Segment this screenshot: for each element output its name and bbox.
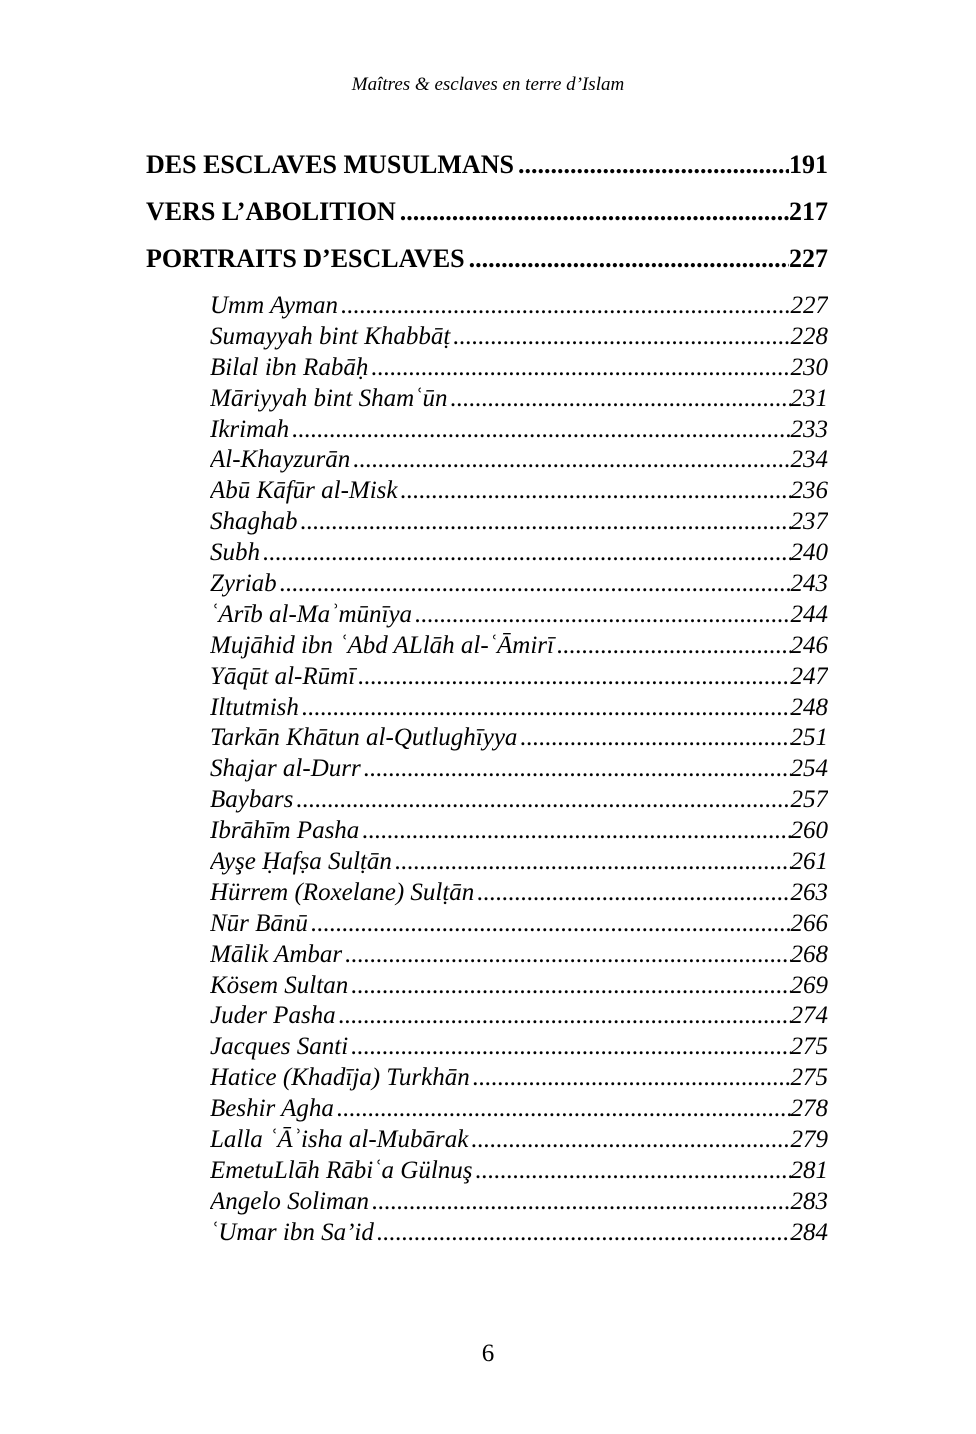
section-entry-page: 240 <box>790 539 828 567</box>
section-entry-page: 230 <box>790 353 828 381</box>
dot-leader <box>469 241 789 277</box>
chapter-entry-title: DES ESCLAVES MUSULMANS <box>146 150 514 179</box>
section-entry-page: 275 <box>790 1064 828 1092</box>
section-entry-title: Angelo Soliman <box>210 1187 370 1215</box>
section-entry-page: 278 <box>790 1095 828 1123</box>
section-entry-title: Nūr Bānū <box>210 909 308 937</box>
section-entry <box>210 1218 828 1249</box>
dot-leader <box>377 1218 791 1249</box>
section-entry-title: Lalla ʿĀʾisha al-Mubārak <box>210 1126 469 1154</box>
section-entry-page: 234 <box>790 446 828 474</box>
section-entry-title: Al-Khayzurān <box>210 446 351 474</box>
section-entry <box>210 569 828 600</box>
section-entry-page: 284 <box>790 1218 828 1246</box>
section-entry <box>210 1094 828 1125</box>
dot-leader <box>372 1187 790 1218</box>
dot-leader <box>292 415 790 446</box>
section-entry-page: 251 <box>790 724 828 752</box>
dot-leader <box>518 147 789 183</box>
section-entry <box>210 538 828 569</box>
section-entry-title: Iltutmish <box>210 693 299 721</box>
section-entry-title: Abū Kāfūr al-Misk <box>210 477 398 505</box>
dot-leader <box>362 816 790 847</box>
section-entry <box>210 384 828 415</box>
section-entry-title: Jacques Santi <box>210 1033 349 1061</box>
section-entry-title: Shaghab <box>210 508 298 536</box>
section-entry-page: 260 <box>790 817 828 845</box>
section-entry-page: 231 <box>790 384 828 412</box>
section-entry <box>210 878 828 909</box>
dot-leader <box>520 723 790 754</box>
section-entry <box>210 693 828 724</box>
section-entry <box>210 940 828 971</box>
section-entry-page: 243 <box>790 570 828 598</box>
section-entry-title: ʿArīb al-Maʾmūnīya <box>210 600 413 628</box>
section-entry-title: Juder Pasha <box>210 1002 336 1030</box>
section-entry-page: 244 <box>790 600 828 628</box>
dot-leader <box>473 1063 791 1094</box>
section-entry <box>210 476 828 507</box>
section-entry <box>210 754 828 785</box>
dot-leader <box>400 194 789 230</box>
section-entry-title: Bilal ibn Rabāḥ <box>210 353 369 381</box>
section-entry-page: 227 <box>790 292 828 319</box>
section-entry <box>210 662 828 693</box>
section-entry-page: 247 <box>790 662 828 690</box>
chapter-entry-page: 191 <box>789 150 828 179</box>
chapter-entry <box>146 147 828 194</box>
section-entry <box>210 1063 828 1094</box>
section-entry-page: 248 <box>790 693 828 721</box>
section-entry-page: 269 <box>790 971 828 999</box>
dot-leader <box>477 878 790 909</box>
section-entry <box>210 847 828 878</box>
section-entry-title: Mālik Ambar <box>210 940 343 968</box>
section-entry-title: Ayşe Ḥafṣa Sulṭān <box>210 848 392 876</box>
dot-leader <box>301 507 791 538</box>
chapter-entry-title: VERS L’ABOLITION <box>146 197 396 226</box>
section-entry <box>210 415 828 446</box>
dot-leader <box>476 1156 791 1187</box>
section-entry-page: 233 <box>790 415 828 443</box>
chapter-entry <box>146 194 828 241</box>
section-entry-title: Ibrāhīm Pasha <box>210 817 360 845</box>
section-entry <box>210 1032 828 1063</box>
section-entry-page: 257 <box>790 786 828 814</box>
section-entry-page: 254 <box>790 755 828 783</box>
section-entry-page: 281 <box>790 1156 828 1184</box>
section-entry-title: Shajar al-Durr <box>210 755 361 783</box>
running-header: Maîtres & esclaves en terre d’Islam <box>351 74 625 95</box>
section-entry-title: Ikrimah <box>210 415 290 443</box>
dot-leader <box>339 1001 791 1032</box>
section-entry-title: Umm Ayman <box>210 292 339 319</box>
section-entry-title: Sumayyah bint Khabbāṭ <box>210 322 451 350</box>
section-entry-title: Hürrem (Roxelane) Sulṭān <box>210 878 475 906</box>
chapter-entry-page: 227 <box>789 244 828 273</box>
dot-leader <box>401 476 791 507</box>
section-entry <box>210 816 828 847</box>
section-entry-page: 275 <box>790 1033 828 1061</box>
dot-leader <box>351 971 790 1002</box>
section-entry <box>210 507 828 538</box>
section-entry <box>210 631 828 662</box>
dot-leader <box>302 693 791 724</box>
section-entry-page: 274 <box>790 1002 828 1030</box>
dot-leader <box>296 785 790 816</box>
section-entry <box>210 1125 828 1156</box>
section-entry <box>210 785 828 816</box>
dot-leader <box>453 322 790 353</box>
dot-leader <box>345 940 790 971</box>
section-entry <box>210 971 828 1002</box>
dot-leader <box>371 353 790 384</box>
section-entry-page: 261 <box>790 848 828 876</box>
section-entry-page: 237 <box>790 508 828 536</box>
chapter-entry-title: PORTRAITS D’ESCLAVES <box>146 244 465 273</box>
table-of-contents <box>146 147 828 1249</box>
dot-leader <box>337 1094 791 1125</box>
section-entry-page: 283 <box>790 1187 828 1215</box>
section-entry <box>210 600 828 631</box>
section-entry-title: Baybars <box>210 786 294 814</box>
section-entry <box>210 322 828 353</box>
chapter-list <box>146 147 828 288</box>
section-entry-page: 228 <box>790 322 828 350</box>
section-entry <box>210 1001 828 1032</box>
dot-leader <box>557 631 791 662</box>
section-entry-title: Māriyyah bint Shamʿūn <box>210 384 448 412</box>
section-entry-page: 236 <box>790 477 828 505</box>
dot-leader <box>471 1125 790 1156</box>
section-entry-title: Beshir Agha <box>210 1095 334 1123</box>
section-entry-page: 266 <box>790 909 828 937</box>
dot-leader <box>263 538 791 569</box>
dot-leader <box>358 662 790 693</box>
dot-leader <box>353 445 790 476</box>
chapter-entry-page: 217 <box>789 197 828 226</box>
section-entry <box>210 291 828 322</box>
section-entry-page: 263 <box>790 878 828 906</box>
section-entry-title: Mujāhid ibn ʿAbd ALlāh al-ʿĀmirī <box>210 631 554 659</box>
section-entry-title: Zyriab <box>210 570 277 598</box>
dot-leader <box>395 847 791 878</box>
section-entry <box>210 353 828 384</box>
section-entry-title: Yāqūt al-Rūmī <box>210 662 356 690</box>
dot-leader <box>311 909 791 940</box>
section-entry <box>210 1156 828 1187</box>
page-number: 6 <box>481 1340 495 1367</box>
section-entry-page: 279 <box>790 1126 828 1154</box>
section-entry <box>210 909 828 940</box>
section-entry-title: EmetuLlāh Rābiʿa Gülnuş <box>210 1156 473 1184</box>
dot-leader <box>280 569 791 600</box>
dot-leader <box>450 384 790 415</box>
section-entry-page: 246 <box>790 631 828 659</box>
chapter-entry <box>146 241 828 288</box>
section-entry-title: Hatice (Khadīja) Turkhān <box>210 1064 470 1092</box>
dot-leader <box>341 291 790 322</box>
section-entry-title: Tarkān Khātun al-Qutlughīyya <box>210 724 518 752</box>
section-entry-title: Kösem Sultan <box>210 971 349 999</box>
section-entry <box>210 1187 828 1218</box>
section-entry <box>210 445 828 476</box>
section-entry-title: Subh <box>210 539 260 567</box>
dot-leader <box>415 600 790 631</box>
section-entry-title: ʿUmar ibn Sa’id <box>210 1218 374 1246</box>
section-entry <box>210 723 828 754</box>
section-entry-page: 268 <box>790 940 828 968</box>
section-list <box>146 291 828 1249</box>
dot-leader <box>351 1032 790 1063</box>
dot-leader <box>364 754 791 785</box>
